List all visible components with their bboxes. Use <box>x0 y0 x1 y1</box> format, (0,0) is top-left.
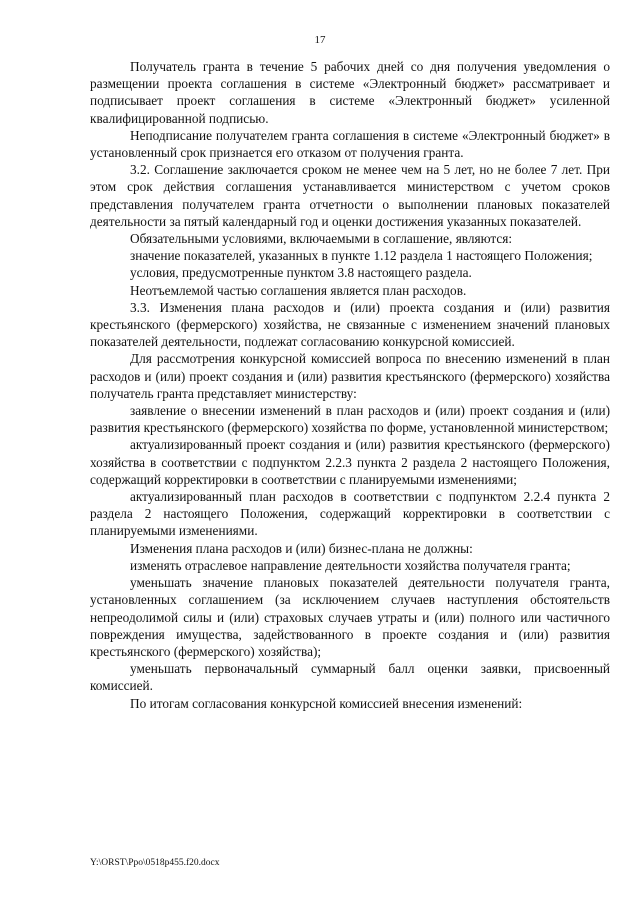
paragraph: актуализированный план расходов в соответствии с подпунктом 2.2.4 пункта 2 раздела 2 настоящего Положения, содержащий корректировки в соответствии с планируемыми изменениями. <box>90 489 610 539</box>
paragraph: Обязательными условиями, включаемыми в соглашение, являются: <box>130 231 513 247</box>
paragraph: Получатель гранта в течение 5 рабочих дней со дня получения уведомления о размещении проекта соглашения в системе «Электронный бюджет» рассматривает и подписывает проект соглашения в системе «Электронный бюджет» усиленной квалифицированной подписью. <box>90 59 610 126</box>
paragraph: актуализированный проект создания и (или) развития крестьянского (фермерского) хозяйства в соответствии с подпунктом 2.2.3 пункта 2 раздела 2 настоящего Положения, содержащий корректировки в соответствии с планируемыми изменениями; <box>90 437 610 487</box>
paragraph: 3.3. Изменения плана расходов и (или) проекта создания и (или) развития крестьянского (фермерского) хозяйства, не связанные с изменением значений плановых показателей деятельности, подлежат согласованию конкурсной комиссией. <box>90 299 610 350</box>
paragraph: условия, предусмотренные пунктом 3.8 настоящего раздела. <box>130 265 472 281</box>
file-path-footer: Y:\ORST\Ppo\0518p455.f20.docx <box>90 858 220 868</box>
paragraph: Неподписание получателем гранта соглашения в системе «Электронный бюджет» в установленный срок признается его отказом от получения гранта. <box>90 127 610 161</box>
document-body <box>90 58 610 712</box>
paragraph: изменять отраслевое направление деятельности хозяйства получателя гранта; <box>130 557 571 573</box>
paragraph: Неотъемлемой частью соглашения является план расходов. <box>130 282 467 298</box>
paragraph: уменьшать значение плановых показателей деятельности получателя гранта, установленных соглашением (за исключением случаев наступления обстоятельств непреодолимой силы и (или) страховых случаев утраты и (или) полного или частичного повреждения имущества, задействованного в проекте создания и (или) развития крестьянского (фермерского) хозяйства); <box>90 575 610 659</box>
page-number: 17 <box>314 34 326 46</box>
paragraph: 3.2. Соглашение заключается сроком не менее чем на 5 лет, но не более 7 лет. При этом срок действия соглашения устанавливается министерством с учетом сроков представления получателем гранта отчетности о выполнении плановых показателей деятельности за пятый календарный год и оценки достижения указанных показателей. <box>90 162 610 229</box>
paragraph: заявление о внесении изменений в план расходов и (или) проект создания и (или) развития крестьянского (фермерского) хозяйства по форме, установленной министерством; <box>90 403 610 436</box>
paragraph: Изменения плана расходов и (или) бизнес-плана не должны: <box>130 540 473 556</box>
paragraph: значение показателей, указанных в пункте 1.12 раздела 1 настоящего Положения; <box>130 248 593 264</box>
paragraph: По итогам согласования конкурсной комиссией внесения изменений: <box>130 695 523 711</box>
paragraph: Для рассмотрения конкурсной комиссией вопроса по внесению изменений в план расходов и (или) проект создания и (или) развития крестьянского (фермерского) хозяйства получатель гранта представляет министерству: <box>90 351 610 401</box>
paragraph: уменьшать первоначальный суммарный балл оценки заявки, присвоенный комиссией. <box>90 661 610 694</box>
